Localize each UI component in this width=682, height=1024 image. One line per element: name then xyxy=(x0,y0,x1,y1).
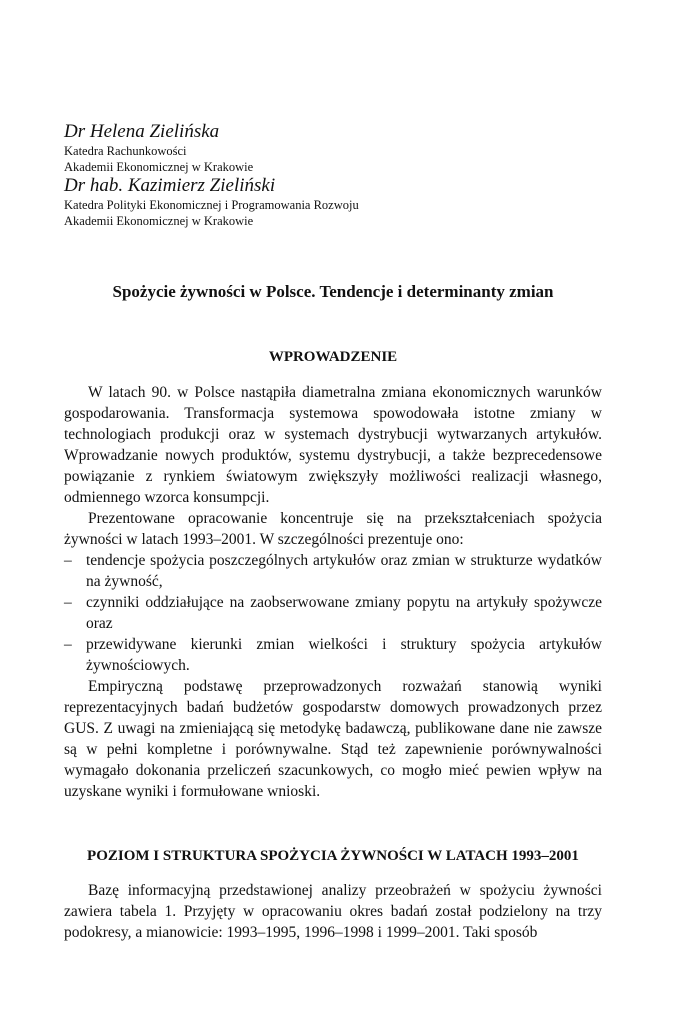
section-body-introduction xyxy=(64,382,602,802)
author-block-1 xyxy=(64,121,602,175)
bullet-dash: – xyxy=(64,594,72,611)
list-item-text: tendencje spożycia poszczególnych artykułów oraz zmian w strukturze wydatków na żywność, xyxy=(86,552,602,590)
bullet-dash: – xyxy=(64,636,72,653)
paragraph: Bazę informacyjną przedstawionej analizy przeobrażeń w spożyciu żywności zawiera tabela 1. Przyjęty w opracowaniu okres badań został podzielony na trzy podokresy, a mianowicie: 1993–1995, 1996–1998 i 1999–2001. Taki sposób xyxy=(64,882,602,941)
document-page xyxy=(64,121,602,943)
author-affiliation-line: Akademii Ekonomicznej w Krakowie xyxy=(64,160,254,174)
list-item xyxy=(64,634,602,676)
author-affiliation-line: Katedra Polityki Ekonomicznej i Programowania Rozwoju xyxy=(64,198,359,212)
section-heading-food-consumption: POZIOM I STRUKTURA SPOŻYCIA ŻYWNOŚCI W LATACH 1993–2001 xyxy=(87,848,579,864)
author-name: Dr Helena Zielińska xyxy=(64,121,220,142)
paragraph: Prezentowane opracowanie koncentruje się na przekształceniach spożycia żywności w latach 1993–2001. W szczególności prezentuje ono: xyxy=(64,510,602,548)
section-body-food-consumption xyxy=(64,880,602,943)
list-item xyxy=(64,550,602,592)
list-item-text: czynniki oddziałujące na zaobserwowane zmiany popytu na artykuły spożywcze oraz xyxy=(86,594,602,632)
author-block-2 xyxy=(64,175,602,229)
author-affiliation-line: Akademii Ekonomicznej w Krakowie xyxy=(64,214,254,228)
paragraph: Empiryczną podstawę przeprowadzonych rozważań stanowią wyniki reprezentacyjnych badań budżetów gospodarstw domowych prowadzonych przez GUS. Z uwagi na zmieniającą się metodykę badawczą, publikowane dane nie zawsze są w pełni kompletne i porównywalne. Stąd też zapewnienie porównywalności wymagało dokonania przeliczeń szacunkowych, co mogło mieć pewien wpływ na uzyskane wyniki i formułowane wnioski. xyxy=(64,678,602,800)
author-affiliation-line: Katedra Rachunkowości xyxy=(64,144,187,158)
bullet-dash: – xyxy=(64,552,72,569)
list-item-text: przewidywane kierunki zmian wielkości i struktury spożycia artykułów żywnościowych. xyxy=(86,636,602,674)
paper-title: Spożycie żywności w Polsce. Tendencje i determinanty zmian xyxy=(112,282,554,301)
list-item xyxy=(64,592,602,634)
paragraph: W latach 90. w Polsce nastąpiła diametralna zmiana ekonomicznych warunków gospodarowania. Transformacja systemowa spowodowała istotne zmiany w technologiach produkcji oraz w systemach dystrybucji wytwarzanych artykułów. Wprowadzanie nowych produktów, systemu dystrybucji, a także bezprecedensowe powiązanie z rynkiem światowym zwiększyły możliwości realizacji własnego, odmiennego wzorca konsumpcji. xyxy=(64,384,602,506)
section-heading-introduction: WPROWADZENIE xyxy=(268,349,398,365)
author-name: Dr hab. Kazimierz Zieliński xyxy=(64,175,276,196)
